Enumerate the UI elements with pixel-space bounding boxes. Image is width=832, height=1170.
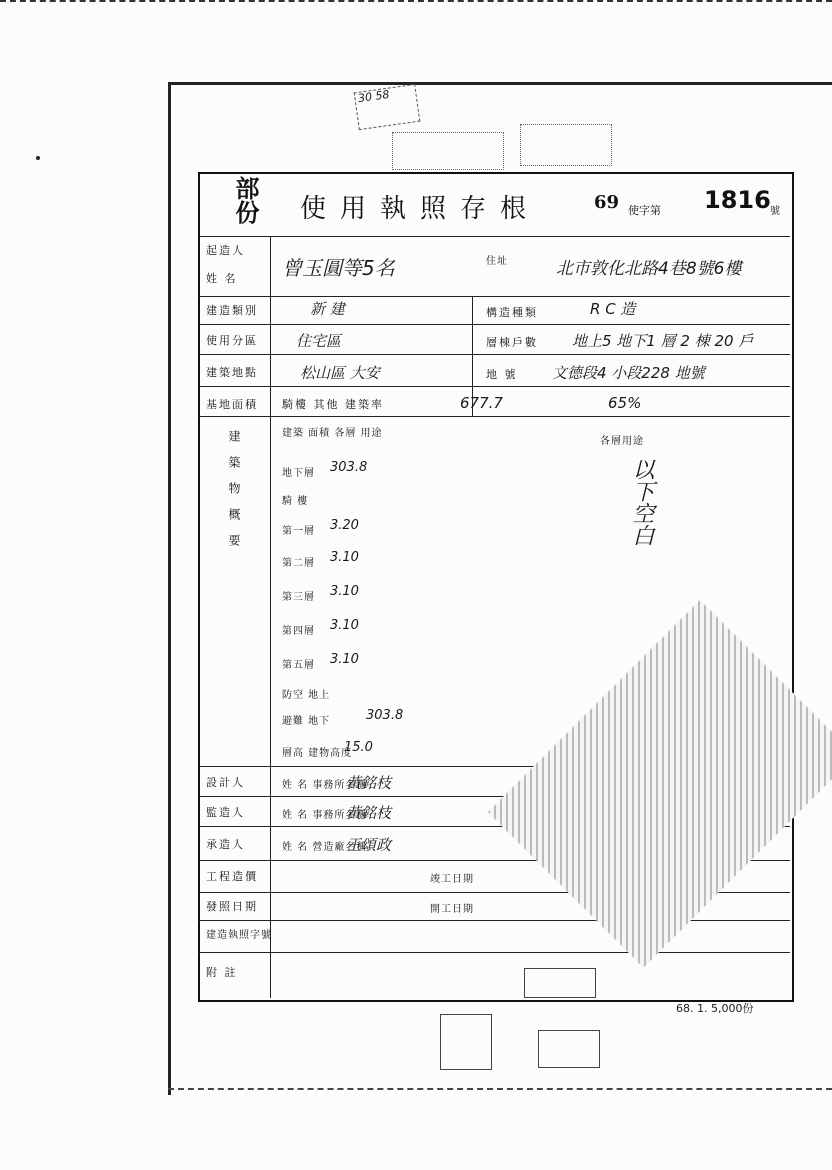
structure-type-value: R C 造 — [590, 300, 636, 318]
handwritten-note-vertical: 以下空白 — [629, 458, 654, 546]
row-divider — [198, 296, 790, 297]
floor-row-label: 騎 樓 — [282, 496, 309, 507]
start-date-label: 開工日期 — [430, 904, 474, 915]
contractor-detail-label: 姓 名 營造廠名稱 — [282, 842, 368, 853]
designer-name-value: 黃銘枝 — [346, 774, 392, 792]
use-zone-value: 住宅區 — [296, 332, 342, 350]
site-location-label: 建築地點 — [206, 366, 258, 379]
label-column-divider — [270, 236, 271, 998]
height-row-value: 15.0 — [344, 740, 373, 755]
row-divider — [198, 952, 790, 953]
cost-label: 工程造價 — [206, 870, 258, 883]
print-run-note: 68. 1. 5,000份 — [676, 1002, 754, 1015]
floor-row-value: 303.8 — [366, 708, 404, 723]
scan-bottom-border — [168, 1088, 832, 1090]
floor-row-label: 第五層 — [282, 660, 315, 671]
scan-top-border — [0, 0, 832, 6]
floor-row-value: 3.20 — [330, 518, 359, 533]
row-divider — [198, 386, 790, 387]
supervisor-detail-label: 姓 名 事務所名稱 — [282, 810, 368, 821]
construction-type-value: 新 建 — [310, 300, 345, 318]
building-coverage-value: 65% — [608, 394, 642, 412]
permit-number: 1816 — [704, 186, 771, 214]
form-header-section-label: 部份 — [231, 176, 260, 224]
owner-label: 起造人 — [206, 244, 245, 257]
site-address-value: 松山區 大安 — [300, 364, 380, 382]
floor-row-label: 第二層 — [282, 558, 315, 569]
permit-date-label: 發照日期 — [206, 900, 258, 913]
floor-row-label: 防空 地上 — [282, 690, 331, 701]
floor-row-value: 303.8 — [330, 460, 368, 475]
structure-type-label: 構造種類 — [486, 306, 538, 319]
owner-address-label: 住址 — [486, 256, 508, 267]
permit-year: 69 — [594, 192, 620, 213]
completion-date-label: 竣工日期 — [430, 874, 474, 885]
remarks-label: 附 註 — [206, 966, 238, 979]
floor-row-value: 3.10 — [330, 550, 359, 565]
floor-row-value: 3.10 — [330, 618, 359, 633]
height-row-label: 層高 建物高度 — [282, 748, 353, 759]
construction-type-label: 建造類別 — [206, 304, 258, 317]
contractor-label: 承造人 — [206, 838, 245, 851]
designer-detail-label: 姓 名 事務所名稱 — [282, 780, 368, 791]
row-divider — [198, 354, 790, 355]
floor-row-value: 3.10 — [330, 584, 359, 599]
top-stamp-number: 30 58 — [357, 87, 391, 106]
site-area-label: 基地面積 — [206, 398, 258, 411]
floor-table-header: 建築 面積 各層 用途 — [282, 428, 383, 439]
floor-row-value: 3.10 — [330, 652, 359, 667]
building-section-label: 建築物概要 — [227, 430, 241, 560]
floors-units-value: 地上5 地下1 層 2 棟 20 戶 — [572, 332, 754, 350]
row-divider — [198, 324, 790, 325]
row-divider — [198, 920, 790, 921]
floor-row-label: 第四層 — [282, 626, 315, 637]
floor-row-label: 第一層 — [282, 526, 315, 537]
supervisor-name-value: 黃銘枝 — [346, 804, 392, 822]
floor-row-label: 第三層 — [282, 592, 315, 603]
floors-units-label: 層棟戶數 — [486, 336, 538, 349]
owner-name-value: 曾玉圓等5名 — [282, 256, 395, 280]
lot-number-label: 地 號 — [486, 368, 518, 381]
use-zone-label: 使用分區 — [206, 334, 258, 347]
building-permit-number-label: 建造執照字號 — [206, 930, 272, 941]
owner-address-value: 北市敦化北路4巷8號6樓 — [556, 259, 742, 279]
floor-row-label: 地下層 — [282, 468, 315, 479]
owner-name-label: 姓 名 — [206, 272, 238, 285]
contractor-name-value: 王頌政 — [346, 836, 392, 854]
designer-label: 設計人 — [206, 776, 245, 789]
supervisor-label: 監造人 — [206, 806, 245, 819]
bottom-seal — [440, 1014, 492, 1070]
office-stamp-right — [520, 124, 612, 166]
row-divider — [198, 236, 790, 237]
row-divider — [198, 416, 790, 417]
lot-number-value: 文德段4 小段228 地號 — [552, 364, 705, 382]
form-title: 使用執照存根 — [300, 194, 541, 224]
office-stamp-left — [392, 132, 504, 170]
site-area-detail-label: 騎樓 其他 建築率 — [282, 398, 384, 411]
floor-row-label: 避難 地下 — [282, 716, 331, 727]
site-area-value: 677.7 — [460, 394, 503, 412]
bottom-seal — [538, 1030, 600, 1068]
permit-type-label: 使字第 — [628, 204, 661, 217]
scan-dot — [36, 156, 40, 160]
floor-table-header-right: 各層用途 — [600, 436, 644, 447]
bottom-seal — [524, 968, 596, 998]
permit-number-suffix: 號 — [770, 206, 780, 217]
